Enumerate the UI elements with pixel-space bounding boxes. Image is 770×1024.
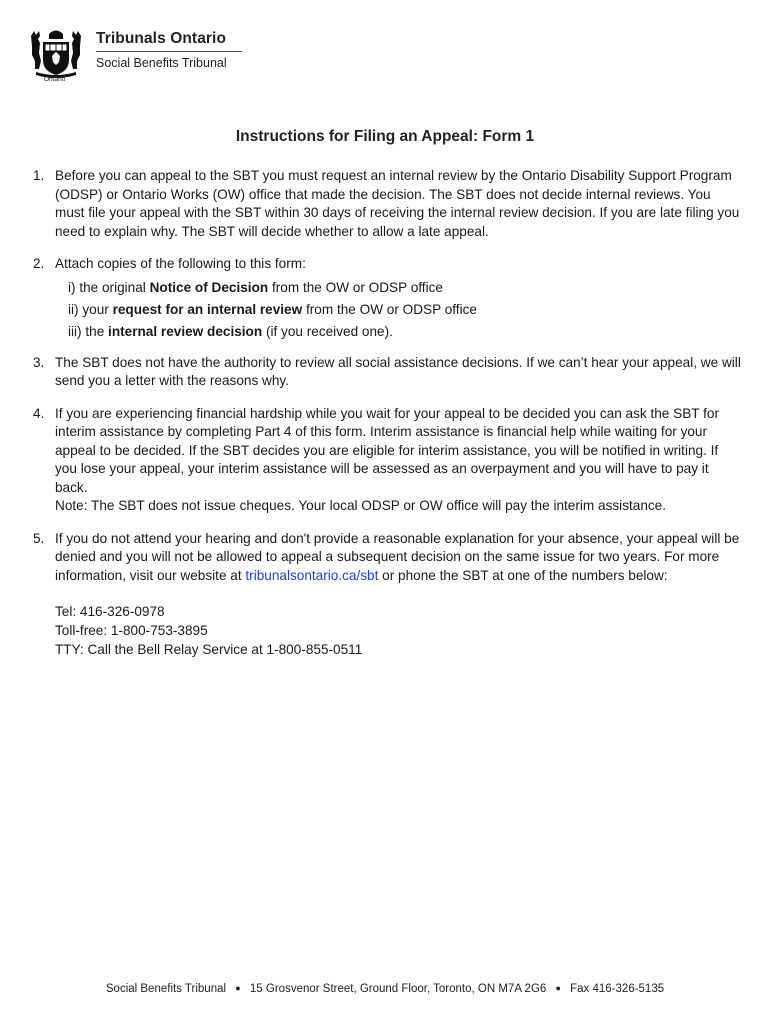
item-text: Before you can appeal to the SBT you must request an internal review by the Ontario Disability Support Program (ODSP) or Ontario Works (OW) office that made the decision. The SBT does not decide internal reviews. You must file your appeal with the SBT within 30 days of receiving the internal review decision. If you are late filing you need to explain why. The SBT will decide whether to allow a late appeal. xyxy=(55,168,740,239)
item-text: If you are experiencing financial hardship while you wait for your appeal to be decided you can ask the SBT for interim assistance by completing Part 4 of this form. Interim assistance is financial help while waiting for your appeal to be decided. If the SBT decides you are eligible for interim assistance, you will be notified in writing. If you lose your appeal, your interim assistance will be assessed as an overpayment and you will have to pay it back. xyxy=(55,405,719,495)
toll-free-number: Toll-free: 1-800-753-3895 xyxy=(55,623,208,638)
item-text: Attach copies of the following to this form: xyxy=(55,256,306,271)
tty-number: TTY: Call the Bell Relay Service at 1-800-855-0511 xyxy=(55,642,363,657)
tribunal-name: Social Benefits Tribunal xyxy=(96,56,227,70)
footer-fax: Fax 416-326-5135 xyxy=(570,983,665,995)
crest-caption: Ontario xyxy=(44,76,66,83)
footer-tribunal: Social Benefits Tribunal xyxy=(105,983,227,995)
contact-numbers xyxy=(55,602,741,659)
instructions-body xyxy=(33,167,741,659)
header-divider xyxy=(96,51,242,52)
footer-address: 15 Grosvenor Street, Ground Floor, Toronto, ON M7A 2G6 xyxy=(249,983,547,995)
letterhead xyxy=(28,28,288,90)
item-number: 4. xyxy=(33,405,45,421)
instruction-item-2 xyxy=(33,255,741,274)
instruction-item-3 xyxy=(33,354,741,391)
footer-separator: ● xyxy=(235,983,241,993)
page-title: Instructions for Filing an Appeal: Form 1 xyxy=(235,128,535,145)
footer-separator: ● xyxy=(555,983,561,993)
interim-assistance-note: Note: The SBT does not issue cheques. Your local ODSP or OW office will pay the interim assistance. xyxy=(55,498,667,513)
attachment-item-3: iii) the internal review decision (if you received one). xyxy=(68,323,393,339)
item-number: 3. xyxy=(33,354,45,370)
organization-block xyxy=(96,30,242,70)
telephone-number: Tel: 416-326-0978 xyxy=(55,604,165,619)
attachment-item-1: i) the original Notice of Decision from the OW or ODSP office xyxy=(68,279,443,295)
item-text: The SBT does not have the authority to review all social assistance decisions. If we can’t hear your appeal, we will send you a letter with the reasons why. xyxy=(55,354,741,388)
item-number: 1. xyxy=(33,168,45,183)
instruction-item-1 xyxy=(33,167,741,241)
instruction-item-5 xyxy=(33,530,741,660)
item-number: 2. xyxy=(33,256,45,271)
page-footer xyxy=(0,983,770,995)
attachment-item-2: ii) your request for an internal review from the OW or ODSP office xyxy=(68,301,477,317)
item-number: 5. xyxy=(33,530,45,546)
item-text: If you do not attend your hearing and don't provide a reasonable explanation for your absence, your appeal will be denied and you will not be allowed to appeal a subsequent decision on the same issue for two years. For more information, visit our website at tribunalsontario.ca/sbt or phone the SBT at one of the numbers below: xyxy=(55,530,740,583)
website-link[interactable]: tribunalsontario.ca/sbt xyxy=(245,567,379,583)
instruction-item-4 xyxy=(33,405,741,516)
organization-name: Tribunals Ontario xyxy=(96,30,227,47)
